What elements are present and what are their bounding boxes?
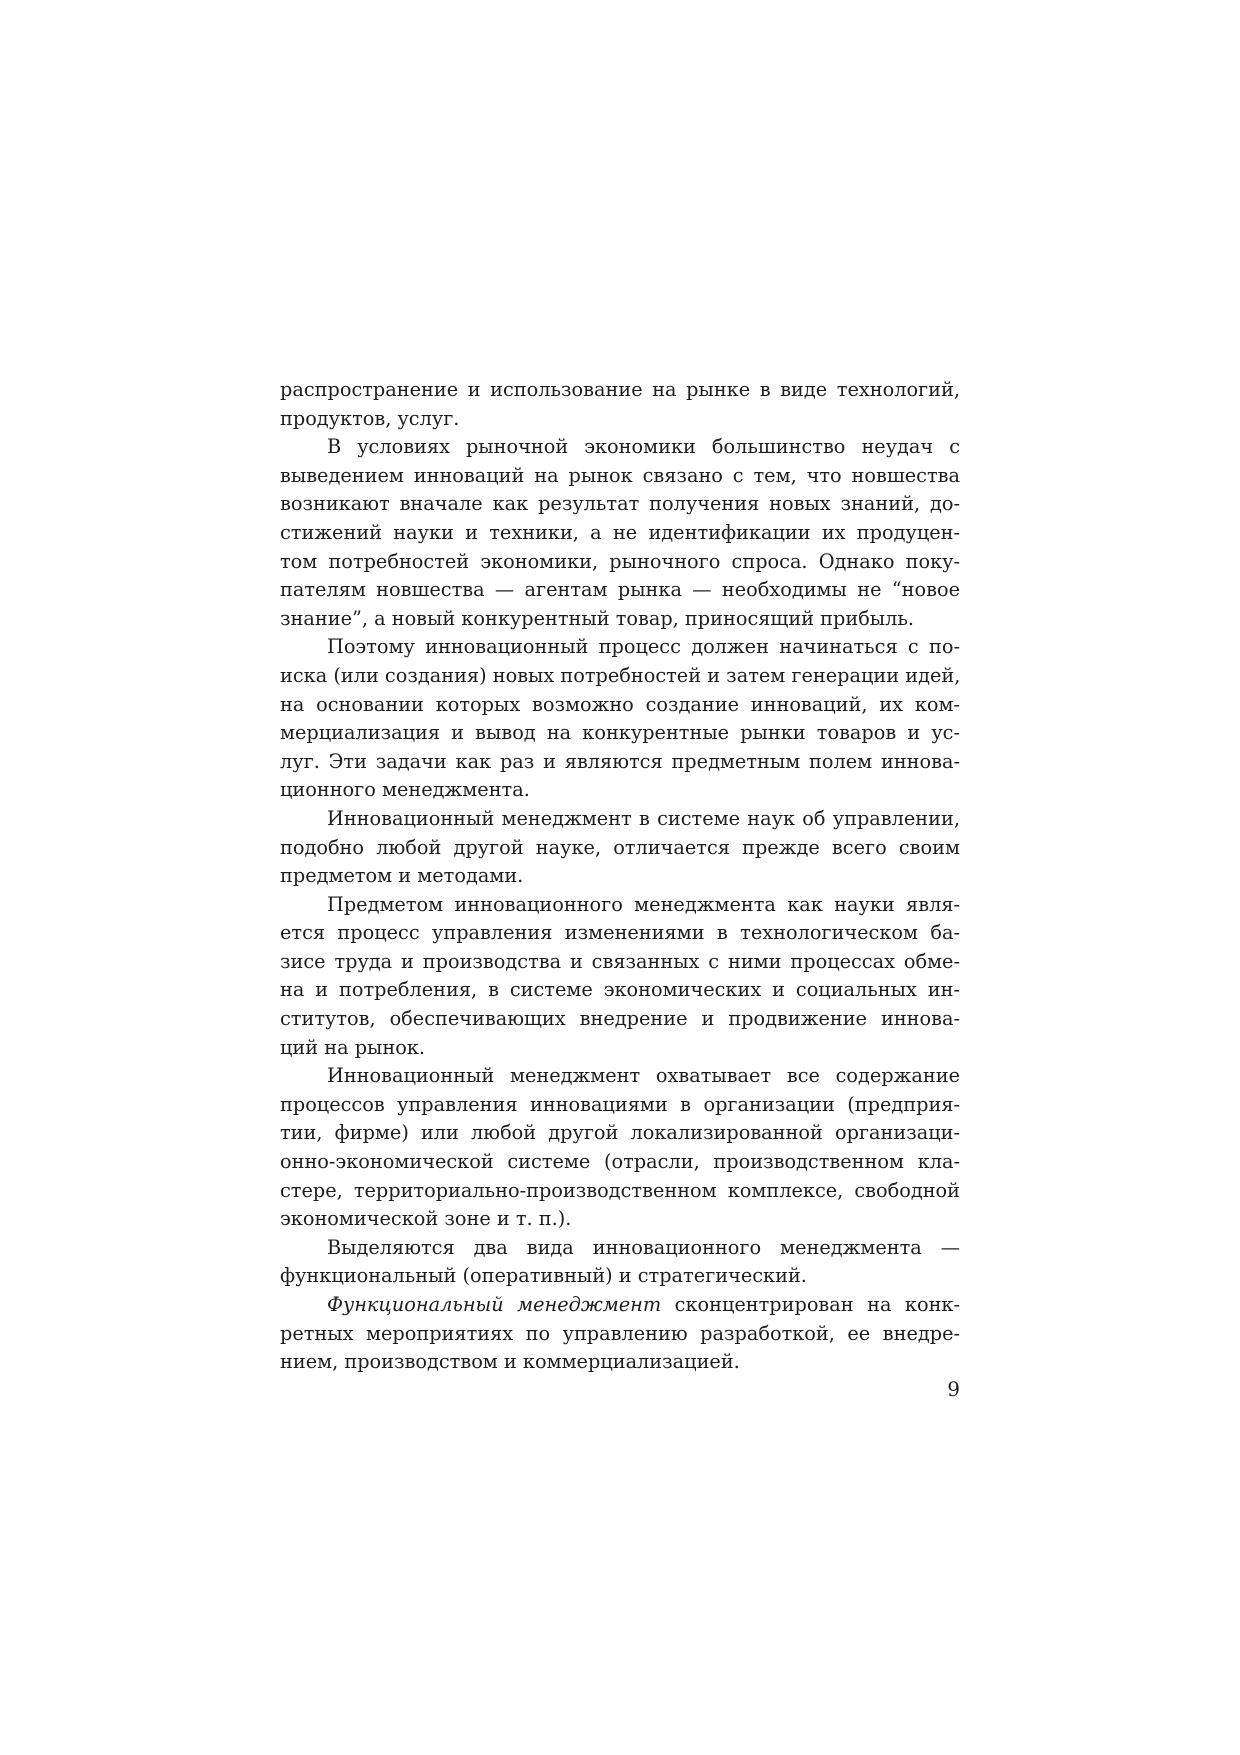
text-line: пателям новшества — агентам рынка — необходимы не “новое xyxy=(280,578,960,602)
text-line: ститутов, обеспечивающих внедрение и продвижение иннова- xyxy=(280,1007,960,1031)
text-line: том потребностей экономики, рыночного спроса. Однако поку- xyxy=(280,549,960,573)
text-line: продуктов, услуг. xyxy=(280,406,460,430)
text-line: мерциализация и вывод на конкурентные рынки товаров и ус- xyxy=(280,721,960,745)
italic-term: Функциональный менеджмент xyxy=(327,1293,662,1316)
text-line: Инновационный менеджмент в системе наук об управлении, xyxy=(327,806,960,830)
text-line: экономической зоне и т. п.). xyxy=(280,1207,572,1231)
text-line: на основании которых возможно создание инноваций, их ком- xyxy=(280,692,960,716)
text-line xyxy=(280,1291,960,1320)
text-line: ционного менеджмента. xyxy=(280,778,530,802)
text-line: ется процесс управления изменениями в технологическом ба- xyxy=(280,921,960,945)
text-line: тии, фирме) или любой другой локализированной организаци- xyxy=(280,1121,960,1145)
text-line: нием, производством и коммерциализацией. xyxy=(280,1350,740,1374)
text-fragment: сконцентрирован на конк- xyxy=(661,1293,960,1316)
text-line: Инновационный менеджмент охватывает все содержание xyxy=(327,1064,960,1088)
text-line: выведением инноваций на рынок связано с тем, что новшества xyxy=(280,463,960,487)
page-number: 9 xyxy=(947,1377,960,1401)
text-line: ретных мероприятиях по управлению разработкой, ее внедре- xyxy=(280,1321,960,1345)
text-line: Выделяются два вида инновационного менеджмента — xyxy=(327,1235,960,1259)
text-line: В условиях рыночной экономики большинство неудач с xyxy=(327,435,960,459)
body-text xyxy=(280,376,960,1377)
text-line: знание”, а новый конкурентный товар, приносящий прибыль. xyxy=(280,606,915,630)
text-line: иска (или создания) новых потребностей и затем генерации идей, xyxy=(280,663,961,687)
text-line: подобно любой другой науке, отличается прежде всего своим xyxy=(280,835,960,859)
text-line: стере, территориально-производственном комплексе, свободной xyxy=(280,1178,960,1202)
text-line: Предметом инновационного менеджмента как науки явля- xyxy=(327,892,960,916)
text-line: стижений науки и техники, а не идентификации их продуцен- xyxy=(280,520,960,544)
text-line: на и потребления, в системе экономических и социальных ин- xyxy=(280,978,960,1002)
text-line: распространение и использование на рынке в виде технологий, xyxy=(280,378,960,401)
text-line: возникают вначале как результат получения новых знаний, до- xyxy=(280,492,960,516)
text-line: Поэтому инновационный процесс должен начинаться с по- xyxy=(327,635,960,659)
text-line: луг. Эти задачи как раз и являются предметным полем иннова- xyxy=(280,749,960,773)
text-line: зисе труда и производства и связанных с ними процессах обме- xyxy=(280,949,960,973)
text-line: предметом и методами. xyxy=(280,864,524,888)
text-line: онно-экономической системе (отрасли, производственном кла- xyxy=(280,1150,960,1174)
text-line: ций на рынок. xyxy=(280,1035,426,1059)
text-line: функциональный (оперативный) и стратегический. xyxy=(280,1264,807,1288)
text-line: процессов управления инновациями в организации (предприя- xyxy=(280,1092,960,1116)
